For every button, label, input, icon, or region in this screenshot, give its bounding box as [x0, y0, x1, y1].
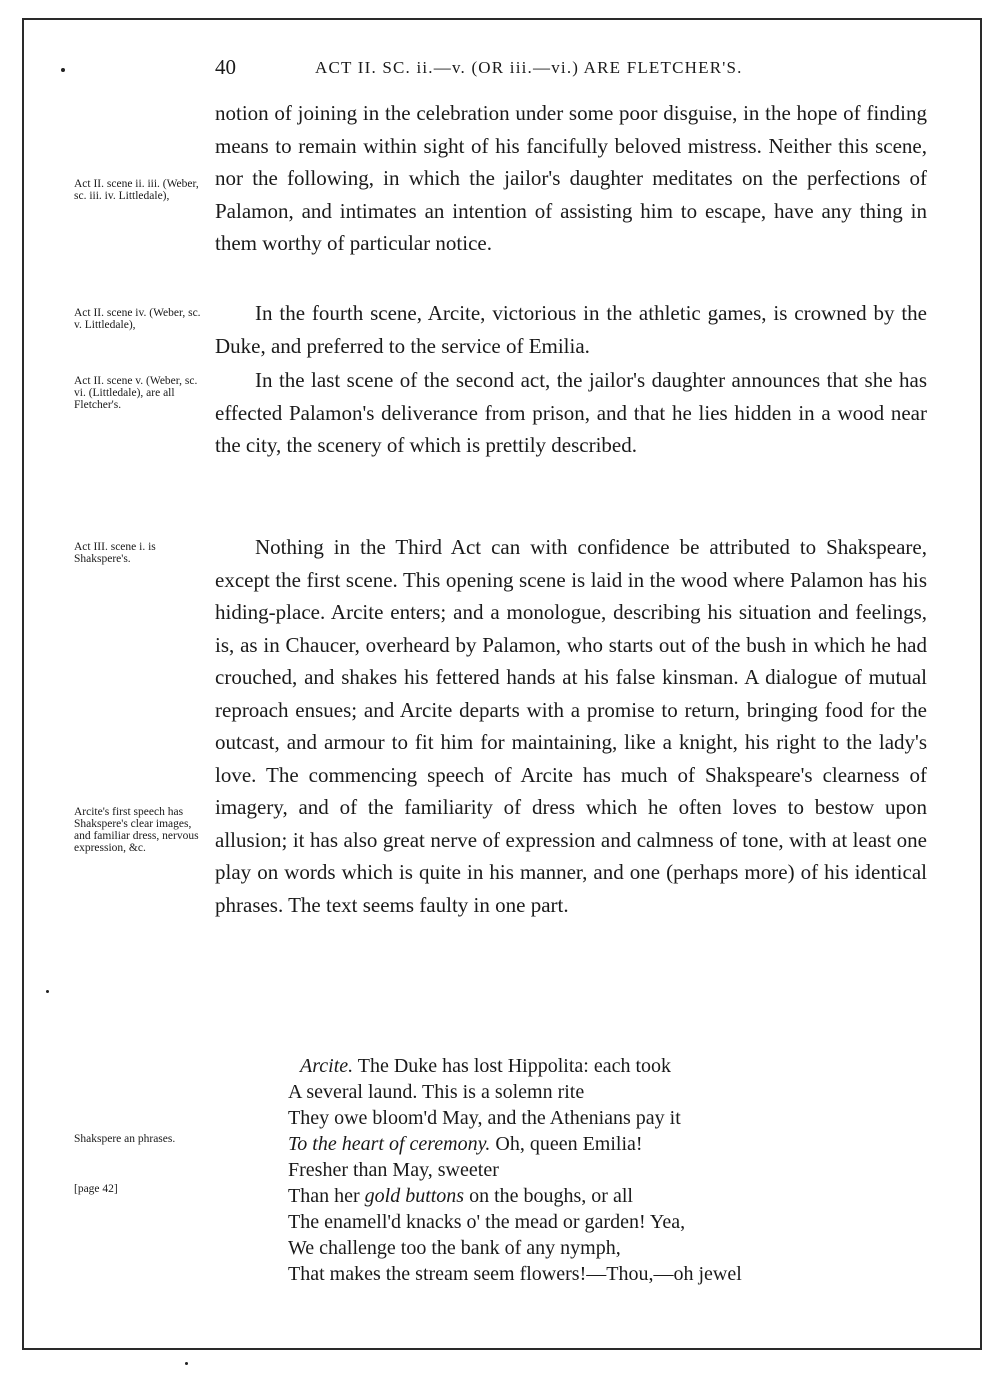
margin-note: Arcite's first speech has Shakspere's clear images, and familiar dress, nervous expression, &c.: [74, 806, 199, 854]
paragraph-last-scene: In the last scene of the second act, the jailor's daughter announces that she has effected Palamon's deliverance from prison, and that he lies hidden in a wood near the city, the scenery of which is prettily described.: [215, 368, 927, 457]
verse-line: To the heart of ceremony. Oh, queen Emilia!: [288, 1133, 643, 1155]
speaker-name: Arcite.: [300, 1055, 354, 1077]
verse-quotation: [288, 1053, 928, 1287]
margin-note: [page 42]: [74, 1183, 118, 1195]
verse-line: A several laund. This is a solemn rite: [288, 1081, 585, 1103]
page-number: 40: [215, 55, 236, 79]
print-speck: [61, 68, 65, 72]
verse-line: They owe bloom'd May, and the Athenians pay it: [288, 1107, 681, 1129]
running-header: [215, 55, 915, 81]
verse-line: Arcite. The Duke has lost Hippolita: each took: [300, 1055, 672, 1077]
verse-line: We challenge too the bank of any nymph,: [288, 1237, 621, 1259]
margin-note: Act II. scene v. (Weber, sc. vi. (Littledale), are all Fletcher's.: [74, 375, 198, 411]
margin-note: Act III. scene i. is Shakspere's.: [74, 541, 156, 565]
margin-note: Act II. scene iv. (Weber, sc. v. Littledale),: [74, 307, 201, 331]
margin-note: Shakspere an phrases.: [74, 1133, 176, 1145]
paragraph-continuation: notion of joining in the celebration under some poor disguise, in the hope of finding means to remain within sight of his fancifully beloved mistress. Neither this scene, nor the following, in which the jailor's daughter meditates on the perfections of Palamon, and intimates an intention of assisting him to escape, have any thing in them worthy of particular notice.: [215, 101, 927, 255]
verse-line: Fresher than May, sweeter: [288, 1159, 499, 1181]
verse-line: That makes the stream seem flowers!—Thou,—oh jewel: [288, 1263, 742, 1285]
verse-line: Than her gold buttons on the boughs, or all: [288, 1185, 633, 1207]
paragraph-fourth-scene: In the fourth scene, Arcite, victorious in the athletic games, is crowned by the Duke, and preferred to the service of Emilia.: [215, 301, 927, 358]
print-speck: [46, 990, 49, 993]
running-title: ACT II. SC. ii.—v. (OR iii.—vi.) ARE FLETCHER'S.: [315, 58, 743, 77]
margin-note: Act II. scene ii. iii. (Weber, sc. iii. iv. Littledale),: [74, 178, 199, 202]
paragraph-third-act: Nothing in the Third Act can with confidence be attributed to Shakspeare, except the first scene. This opening scene is laid in the wood where Palamon has his hiding-place. Arcite enters; and a monologue, describing his situation and feelings, is, as in Chaucer, overheard by Palamon, who starts out of the bush in which he had crouched, and shakes his fettered hands at his false kinsman. A dialogue of mutual reproach ensues; and Arcite departs with a promise to return, bringing food for the outcast, and armour to fit him for maintaining, like a knight, his right to the lady's love. The commencing speech of Arcite has much of Shakspeare's clearness of imagery, and of the familiarity of dress which he often loves to bestow upon allusion; it has also great nerve of expression and calmness of tone, with at least one play on words which is quite in his manner, and one (perhaps more) of his identical phrases. The text seems faulty in one part.: [215, 535, 927, 917]
print-speck: [185, 1362, 188, 1365]
verse-line: The enamell'd knacks o' the mead or garden! Yea,: [288, 1211, 686, 1233]
